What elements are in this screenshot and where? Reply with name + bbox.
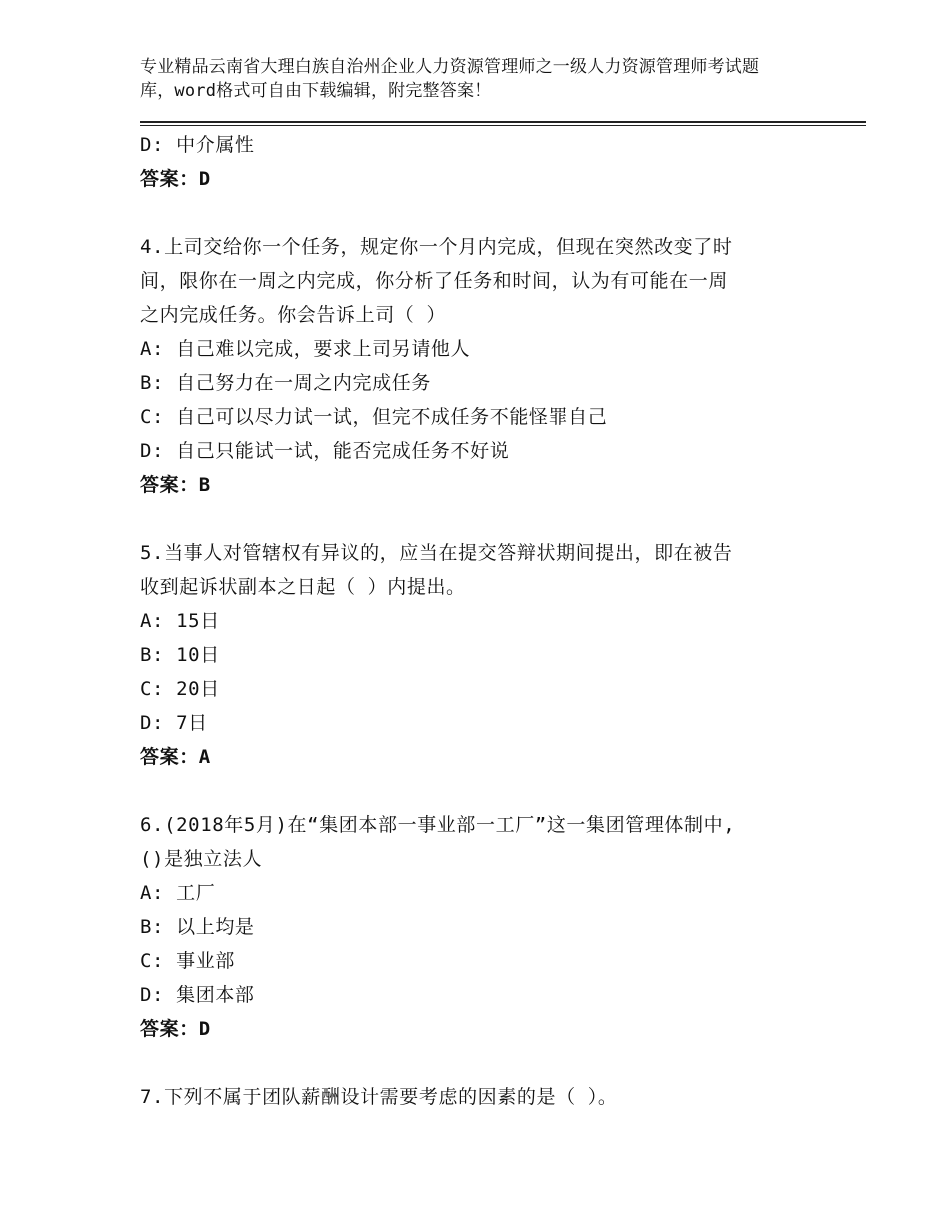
question-5	[140, 536, 870, 774]
option-a: A: 自己难以完成，要求上司另请他人	[140, 338, 471, 360]
option-d: D: 集团本部	[140, 984, 255, 1006]
spacer	[140, 502, 870, 536]
question-7	[140, 1080, 870, 1114]
header-line-1: 专业精品云南省大理白族自治州企业人力资源管理师之一级人力资源管理师考试题	[140, 57, 760, 77]
spacer	[140, 196, 870, 230]
question-text-line: 6.(2018年5月)在“集团本部一事业部一工厂”这一集团管理体制中,	[140, 814, 736, 836]
spacer	[140, 1046, 870, 1080]
header-rule-top	[140, 121, 866, 123]
question-text-line: 5.当事人对管辖权有异议的，应当在提交答辩状期间提出，即在被告	[140, 542, 733, 564]
document-body	[140, 128, 870, 1114]
spacer	[140, 774, 870, 808]
option-b: B: 10日	[140, 644, 220, 666]
question-4	[140, 230, 870, 502]
option-b: B: 自己努力在一周之内完成任务	[140, 372, 431, 394]
option-c: C: 20日	[140, 678, 220, 700]
question-text-line: 之内完成任务。你会告诉上司（ ）	[140, 304, 447, 326]
document-header	[140, 55, 870, 103]
option-c: C: 事业部	[140, 950, 235, 972]
question-text-line: ()是独立法人	[140, 848, 263, 870]
option-d: D: 自己只能试一试，能否完成任务不好说	[140, 440, 510, 462]
option-d: D: 7日	[140, 712, 208, 734]
answer-label: 答案：D	[140, 1018, 211, 1040]
question-3-tail	[140, 128, 870, 196]
option-c: C: 自己可以尽力试一试，但完不成任务不能怪罪自己	[140, 406, 608, 428]
question-text-line: 收到起诉状副本之日起（ ）内提出。	[140, 576, 466, 598]
option-b: B: 以上均是	[140, 916, 255, 938]
option-a: A: 15日	[140, 610, 220, 632]
question-text-line: 7.下列不属于团队薪酬设计需要考虑的因素的是（ ）。	[140, 1086, 618, 1108]
option-a: A: 工厂	[140, 882, 216, 904]
answer-label: 答案：A	[140, 746, 211, 768]
answer-label: 答案：D	[140, 168, 211, 190]
header-rule-bottom	[140, 125, 866, 126]
question-6	[140, 808, 870, 1046]
question-text-line: 间，限你在一周之内完成，你分析了任务和时间，认为有可能在一周	[140, 270, 729, 292]
header-line-2: 库，word格式可自由下载编辑，附完整答案！	[140, 81, 492, 101]
question-text-line: 4.上司交给你一个任务，规定你一个月内完成，但现在突然改变了时	[140, 236, 733, 258]
answer-label: 答案：B	[140, 474, 211, 496]
option-d: D: 中介属性	[140, 134, 255, 156]
